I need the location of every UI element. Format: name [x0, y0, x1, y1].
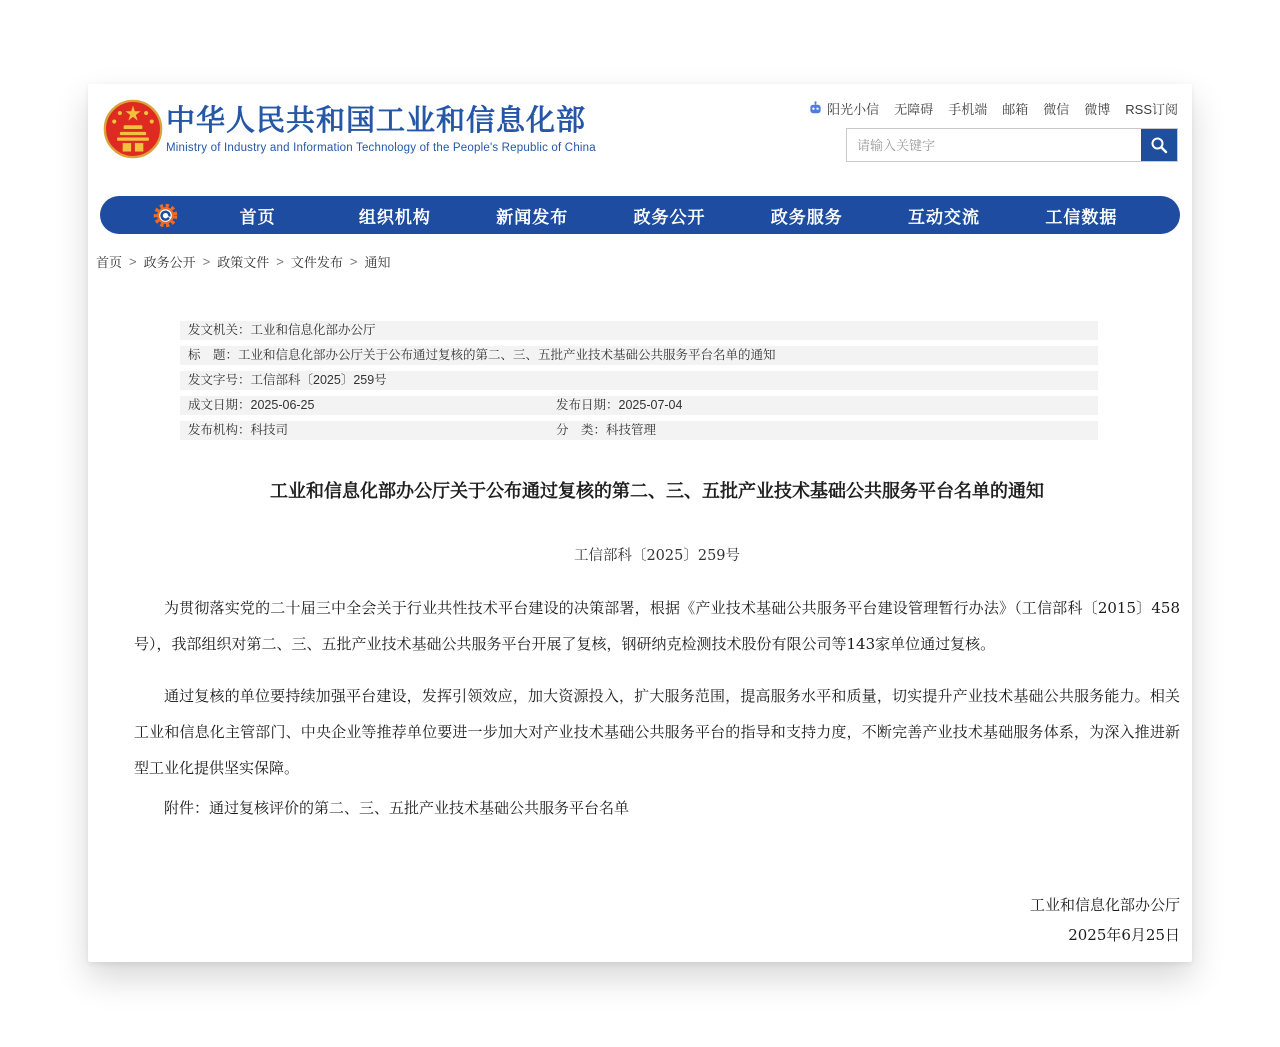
quick-link-label: 微信 — [1043, 102, 1070, 117]
link-rss[interactable] — [1125, 99, 1178, 118]
signature-date: 2025年6月25日 — [1068, 926, 1180, 944]
nav-item-gov-disclosure[interactable]: 政务公开 — [633, 207, 706, 227]
meta-cell — [188, 321, 376, 340]
miit-gear-logo-icon — [152, 202, 179, 229]
content-card — [88, 84, 1192, 962]
nav-item-interaction[interactable]: 互动交流 — [908, 207, 981, 227]
quick-link-label: 微博 — [1084, 102, 1111, 117]
quick-link-label: 手机端 — [948, 102, 988, 117]
document-meta-table — [180, 321, 1098, 446]
attachment-line: 附件：通过复核评价的第二、三、五批产业技术基础公共服务平台名单 — [164, 799, 630, 817]
breadcrumb-separator: > — [276, 254, 284, 269]
quick-link-label: 邮箱 — [1002, 102, 1029, 117]
document-number: 工信部科〔2025〕259号 — [573, 548, 741, 564]
quick-link-label: 阳光小信 — [827, 102, 880, 117]
nav-item-news[interactable]: 新闻发布 — [496, 207, 569, 227]
quick-link-label: RSS订阅 — [1125, 102, 1178, 117]
search-button[interactable] — [1141, 129, 1177, 161]
link-mail[interactable] — [1002, 99, 1028, 118]
search-input[interactable] — [847, 129, 1141, 161]
quick-link-label: 无障碍 — [894, 102, 934, 117]
link-weibo[interactable] — [1084, 99, 1110, 118]
site-title-cn: 中华人民共和国工业和信息化部 — [166, 105, 587, 137]
link-wechat[interactable] — [1043, 99, 1069, 118]
meta-value: 工业和信息化部办公厅 — [250, 323, 376, 337]
meta-cell — [188, 371, 387, 390]
meta-label: 发文机关： — [188, 323, 251, 337]
breadcrumb-policy-files[interactable]: 政策文件 — [217, 255, 270, 270]
meta-value: 2025-06-25 — [250, 398, 315, 412]
meta-row-title — [180, 346, 1098, 365]
signature-block — [134, 890, 1180, 950]
quick-links — [808, 99, 1178, 118]
document-title: 工业和信息化部办公厅关于公布通过复核的第二、三、五批产业技术基础公共服务平台名单的通知 — [270, 481, 1044, 501]
meta-label: 成文日期： — [188, 398, 251, 412]
meta-cell — [556, 396, 682, 415]
meta-cell — [556, 421, 656, 440]
search-icon — [1150, 136, 1168, 154]
meta-row-org-category — [180, 421, 1098, 440]
meta-cell — [188, 396, 556, 415]
national-emblem-icon — [103, 99, 163, 159]
document-paragraph-2: 通过复核的单位要持续加强平台建设，发挥引领效应，加大资源投入，扩大服务范围，提高服务水平和质量，切实提升产业技术基础公共服务能力。相关工业和信息化主管部门、中央企业等推荐单位要进一步加大对产业技术基础公共服务平台的指导和支持力度，不断完善产业技术基础服务体系，为深入推进新型工业化提供坚实保障。 — [134, 687, 1180, 777]
breadcrumb — [96, 252, 390, 271]
breadcrumb-home[interactable]: 首页 — [96, 255, 123, 270]
meta-row-dates — [180, 396, 1098, 415]
nav-item-home[interactable]: 首页 — [239, 207, 276, 227]
main-nav — [100, 196, 1180, 234]
document-body — [134, 478, 1180, 950]
meta-label: 发布机构： — [188, 423, 251, 437]
link-sunshine-assistant[interactable] — [808, 99, 879, 118]
search-bar — [846, 128, 1178, 162]
meta-label: 发布日期： — [556, 398, 619, 412]
nav-item-miit-data[interactable]: 工信数据 — [1045, 207, 1118, 227]
meta-value: 2025-07-04 — [618, 398, 683, 412]
link-mobile[interactable] — [948, 99, 987, 118]
meta-value: 科技管理 — [606, 423, 657, 437]
breadcrumb-notice[interactable]: 通知 — [364, 255, 391, 270]
site-title-block — [166, 105, 596, 154]
meta-cell — [188, 346, 776, 365]
signature-org: 工业和信息化部办公厅 — [1029, 896, 1180, 914]
breadcrumb-file-release[interactable]: 文件发布 — [290, 255, 343, 270]
nav-item-organization[interactable]: 组织机构 — [358, 207, 431, 227]
meta-label: 分 类： — [556, 423, 607, 437]
meta-row-issuing-org — [180, 321, 1098, 340]
meta-value: 科技司 — [250, 423, 289, 437]
meta-value: 工信部科〔2025〕259号 — [250, 373, 387, 387]
breadcrumb-separator: > — [349, 254, 358, 269]
nav-item-gov-services[interactable]: 政务服务 — [770, 207, 843, 227]
robot-assistant-icon — [808, 101, 823, 116]
meta-cell — [188, 421, 556, 440]
site-title-en: Ministry of Industry and Information Technology of the People's Republic of China — [166, 142, 596, 154]
meta-label: 发文字号： — [188, 373, 251, 387]
meta-row-doc-number — [180, 371, 1098, 390]
document-paragraph-1: 为贯彻落实党的二十届三中全会关于行业共性技术平台建设的决策部署，根据《产业技术基础公共服务平台建设管理暂行办法》（工信部科〔2015〕458号），我部组织对第二、三、五批产业技术基础公共服务平台开展了复核，钢研纳克检测技术股份有限公司等143家单位通过复核。 — [134, 599, 1180, 653]
meta-value: 工业和信息化部办公厅关于公布通过复核的第二、三、五批产业技术基础公共服务平台名单的通知 — [238, 348, 776, 362]
meta-label: 标 题： — [188, 348, 239, 362]
link-accessibility[interactable] — [894, 99, 933, 118]
breadcrumb-gov-disclosure[interactable]: 政务公开 — [143, 255, 196, 270]
breadcrumb-separator: > — [202, 254, 211, 269]
breadcrumb-separator: > — [129, 254, 137, 269]
